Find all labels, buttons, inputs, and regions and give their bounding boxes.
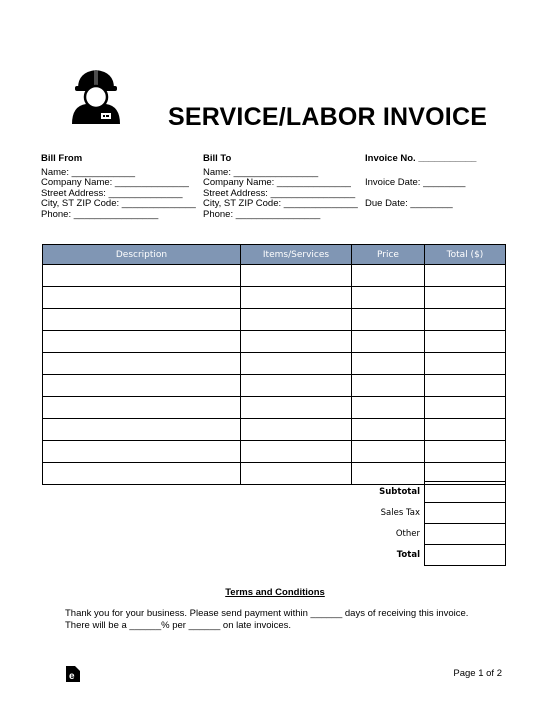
price-cell[interactable] — [352, 397, 425, 419]
terms-title: Terms and Conditions — [225, 587, 325, 598]
sales-tax-label: Sales Tax — [380, 508, 420, 518]
col-items-services: Items/Services — [241, 245, 352, 265]
eforms-logo-icon — [66, 666, 80, 682]
description-cell[interactable] — [43, 419, 241, 441]
price-cell[interactable] — [352, 265, 425, 287]
total-field[interactable] — [425, 545, 506, 566]
price-cell[interactable] — [352, 309, 425, 331]
totals-table — [306, 481, 506, 566]
table-row — [43, 309, 506, 331]
price-cell[interactable] — [352, 353, 425, 375]
terms-text: Thank you for your business. Please send payment within ______ days of receiving this invoice. There will be a ______% per ______ on late invoices. — [65, 608, 469, 631]
items-services-cell[interactable] — [241, 441, 352, 463]
description-cell[interactable] — [43, 265, 241, 287]
items-services-cell[interactable] — [241, 375, 352, 397]
items-services-cell[interactable] — [241, 419, 352, 441]
subtotal-field[interactable] — [425, 482, 506, 503]
items-services-cell[interactable] — [241, 353, 352, 375]
items-services-cell[interactable] — [241, 331, 352, 353]
bill-from-name[interactable]: Name: ____________ — [41, 166, 136, 178]
bill-from-section — [41, 154, 196, 221]
subtotal-label: Subtotal — [379, 487, 420, 497]
price-cell[interactable] — [352, 375, 425, 397]
description-cell[interactable] — [43, 353, 241, 375]
bill-from-heading: Bill From — [41, 153, 83, 164]
price-cell[interactable] — [352, 287, 425, 309]
total-cell[interactable] — [425, 353, 506, 375]
total-cell[interactable] — [425, 375, 506, 397]
bill-to-street[interactable]: Street Address: ________________ — [203, 187, 356, 199]
line-items-table — [42, 244, 506, 485]
total-label: Total — [396, 550, 420, 560]
invoice-date[interactable]: Invoice Date: ________ — [365, 177, 466, 189]
sales-tax-field[interactable] — [425, 503, 506, 524]
bill-to-section — [203, 154, 358, 221]
total-cell[interactable] — [425, 397, 506, 419]
bill-from-city[interactable]: City, ST ZIP Code: ______________ — [41, 198, 196, 210]
price-cell[interactable] — [352, 331, 425, 353]
table-row — [43, 287, 506, 309]
worker-hard-hat-icon — [70, 66, 122, 124]
bill-to-company[interactable]: Company Name: ______________ — [203, 177, 351, 189]
table-row — [43, 419, 506, 441]
table-row — [43, 265, 506, 287]
other-field[interactable] — [425, 524, 506, 545]
table-row — [43, 353, 506, 375]
table-row — [43, 397, 506, 419]
total-cell[interactable] — [425, 441, 506, 463]
page-number: Page 1 of 2 — [453, 668, 502, 679]
bill-to-phone[interactable]: Phone: ________________ — [203, 208, 321, 220]
total-cell[interactable] — [425, 419, 506, 441]
invoice-title: SERVICE/LABOR INVOICE — [168, 103, 488, 131]
total-cell[interactable] — [425, 265, 506, 287]
total-cell[interactable] — [425, 309, 506, 331]
due-date[interactable]: Due Date: ________ — [365, 198, 453, 210]
total-cell[interactable] — [425, 331, 506, 353]
col-description: Description — [43, 245, 241, 265]
svg-text:e: e — [69, 671, 75, 682]
description-cell[interactable] — [43, 441, 241, 463]
col-price: Price — [352, 245, 425, 265]
items-services-cell[interactable] — [241, 265, 352, 287]
invoice-number[interactable]: Invoice No. ___________ — [365, 153, 477, 164]
table-row — [43, 331, 506, 353]
bill-from-company[interactable]: Company Name: ______________ — [41, 177, 189, 189]
items-services-cell[interactable] — [241, 309, 352, 331]
description-cell[interactable] — [43, 397, 241, 419]
price-cell[interactable] — [352, 441, 425, 463]
bill-from-phone[interactable]: Phone: ________________ — [41, 208, 159, 220]
table-row — [43, 441, 506, 463]
description-cell[interactable] — [43, 375, 241, 397]
items-services-cell[interactable] — [241, 397, 352, 419]
total-cell[interactable] — [425, 287, 506, 309]
description-cell[interactable] — [43, 287, 241, 309]
description-cell[interactable] — [43, 463, 241, 485]
bill-to-name[interactable]: Name: ________________ — [203, 166, 319, 178]
table-row — [43, 375, 506, 397]
col-total: Total ($) — [425, 245, 506, 265]
price-cell[interactable] — [352, 419, 425, 441]
bill-from-street[interactable]: Street Address: ______________ — [41, 187, 183, 199]
description-cell[interactable] — [43, 331, 241, 353]
bill-to-heading: Bill To — [203, 153, 232, 164]
description-cell[interactable] — [43, 309, 241, 331]
bill-to-city[interactable]: City, ST ZIP Code: ______________ — [203, 198, 358, 210]
other-label: Other — [395, 529, 420, 539]
invoice-info-section — [365, 154, 476, 210]
items-services-cell[interactable] — [241, 287, 352, 309]
